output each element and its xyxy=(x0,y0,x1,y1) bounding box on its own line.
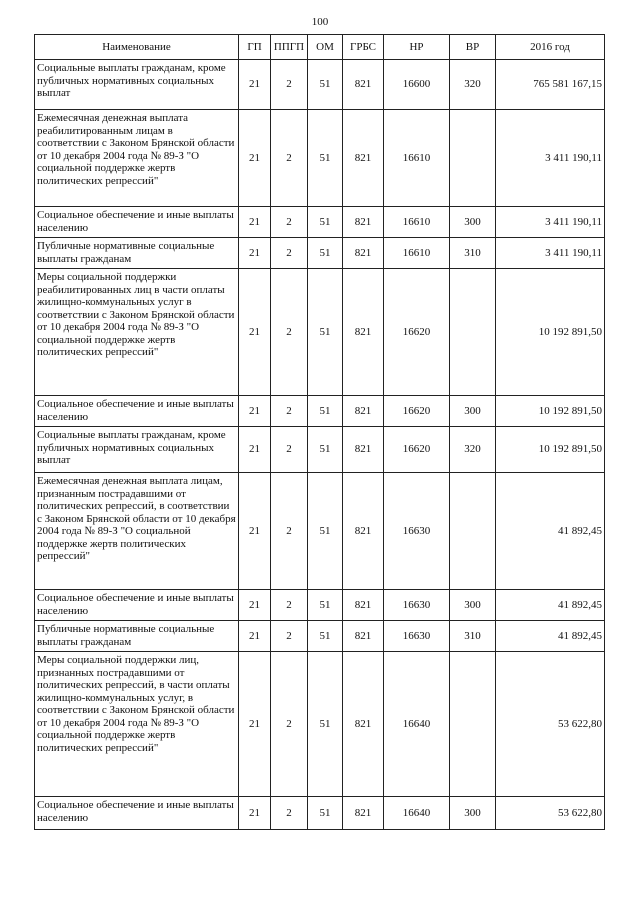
budget-table xyxy=(34,34,605,830)
row-amount-cell: 765 581 167,15 xyxy=(496,60,605,110)
row-amount-cell: 10 192 891,50 xyxy=(496,269,605,396)
row-vr-cell xyxy=(450,473,496,590)
row-vr-cell: 300 xyxy=(450,590,496,621)
table-row xyxy=(35,207,605,238)
row-name-cell: Публичные нормативные социальные выплаты гражданам xyxy=(35,621,239,652)
row-grbs-cell: 821 xyxy=(343,269,384,396)
row-vr-cell: 310 xyxy=(450,621,496,652)
table-body xyxy=(35,60,605,830)
header-row xyxy=(35,35,605,60)
row-name-cell: Социальное обеспечение и иные выплаты населению xyxy=(35,207,239,238)
row-gp-cell: 21 xyxy=(239,60,271,110)
row-amount-cell: 41 892,45 xyxy=(496,473,605,590)
table-row xyxy=(35,621,605,652)
header-vr: ВР xyxy=(450,35,496,60)
row-grbs-cell: 821 xyxy=(343,110,384,207)
row-ppgp-cell: 2 xyxy=(271,269,308,396)
row-om-cell: 51 xyxy=(308,207,343,238)
row-ppgp-cell: 2 xyxy=(271,110,308,207)
row-gp-cell: 21 xyxy=(239,110,271,207)
table-header xyxy=(35,35,605,60)
table-row xyxy=(35,652,605,797)
row-om-cell: 51 xyxy=(308,238,343,269)
row-amount-cell: 3 411 190,11 xyxy=(496,207,605,238)
row-amount-cell: 3 411 190,11 xyxy=(496,110,605,207)
row-grbs-cell: 821 xyxy=(343,60,384,110)
row-vr-cell: 300 xyxy=(450,797,496,830)
row-vr-cell xyxy=(450,652,496,797)
row-gp-cell: 21 xyxy=(239,427,271,473)
table-row xyxy=(35,427,605,473)
row-ppgp-cell: 2 xyxy=(271,207,308,238)
row-name-cell: Публичные нормативные социальные выплаты гражданам xyxy=(35,238,239,269)
row-gp-cell: 21 xyxy=(239,207,271,238)
row-grbs-cell: 821 xyxy=(343,797,384,830)
row-om-cell: 51 xyxy=(308,621,343,652)
row-grbs-cell: 821 xyxy=(343,652,384,797)
table-row xyxy=(35,60,605,110)
row-nr-cell: 16620 xyxy=(384,269,450,396)
row-vr-cell: 300 xyxy=(450,396,496,427)
row-name-cell: Ежемесячная денежная выплата лицам, признанным пострадавшими от политических репрессий, в соответствии с Законом Брянской области от 10 декабря 2004 года № 89-З "О социальной поддержке жертв политических репрессий" xyxy=(35,473,239,590)
row-name-cell: Социальные выплаты гражданам, кроме публичных нормативных социальных выплат xyxy=(35,427,239,473)
row-gp-cell: 21 xyxy=(239,238,271,269)
row-grbs-cell: 821 xyxy=(343,621,384,652)
row-amount-cell: 3 411 190,11 xyxy=(496,238,605,269)
row-vr-cell: 310 xyxy=(450,238,496,269)
row-name-cell: Меры социальной поддержки лиц, признанных пострадавшими от политических репрессий, в части оплаты жилищно-коммунальных услуг, в соответствии с Законом Брянской области от 10 декабря 2004 года № 89-З "О социальной поддержке жертв политических репрессий" xyxy=(35,652,239,797)
row-nr-cell: 16630 xyxy=(384,590,450,621)
row-amount-cell: 10 192 891,50 xyxy=(496,396,605,427)
row-om-cell: 51 xyxy=(308,797,343,830)
row-om-cell: 51 xyxy=(308,269,343,396)
row-ppgp-cell: 2 xyxy=(271,797,308,830)
row-nr-cell: 16630 xyxy=(384,621,450,652)
row-om-cell: 51 xyxy=(308,652,343,797)
row-ppgp-cell: 2 xyxy=(271,621,308,652)
row-nr-cell: 16610 xyxy=(384,238,450,269)
row-om-cell: 51 xyxy=(308,110,343,207)
row-name-cell: Социальное обеспечение и иные выплаты населению xyxy=(35,590,239,621)
row-gp-cell: 21 xyxy=(239,621,271,652)
row-vr-cell xyxy=(450,110,496,207)
row-amount-cell: 41 892,45 xyxy=(496,621,605,652)
row-amount-cell: 41 892,45 xyxy=(496,590,605,621)
table-row xyxy=(35,797,605,830)
row-grbs-cell: 821 xyxy=(343,473,384,590)
row-gp-cell: 21 xyxy=(239,473,271,590)
row-om-cell: 51 xyxy=(308,60,343,110)
row-grbs-cell: 821 xyxy=(343,396,384,427)
row-om-cell: 51 xyxy=(308,473,343,590)
row-om-cell: 51 xyxy=(308,396,343,427)
row-gp-cell: 21 xyxy=(239,269,271,396)
row-nr-cell: 16620 xyxy=(384,396,450,427)
table-row xyxy=(35,590,605,621)
row-amount-cell: 53 622,80 xyxy=(496,797,605,830)
table-row xyxy=(35,269,605,396)
table-row xyxy=(35,396,605,427)
table-row xyxy=(35,473,605,590)
header-ppgp: ППГП xyxy=(271,35,308,60)
row-nr-cell: 16640 xyxy=(384,797,450,830)
row-gp-cell: 21 xyxy=(239,797,271,830)
row-ppgp-cell: 2 xyxy=(271,590,308,621)
row-amount-cell: 10 192 891,50 xyxy=(496,427,605,473)
row-vr-cell: 320 xyxy=(450,60,496,110)
row-ppgp-cell: 2 xyxy=(271,427,308,473)
row-vr-cell: 320 xyxy=(450,427,496,473)
row-gp-cell: 21 xyxy=(239,652,271,797)
row-name-cell: Социальные выплаты гражданам, кроме публичных нормативных социальных выплат xyxy=(35,60,239,110)
row-nr-cell: 16620 xyxy=(384,427,450,473)
row-gp-cell: 21 xyxy=(239,396,271,427)
row-nr-cell: 16630 xyxy=(384,473,450,590)
header-year: 2016 год xyxy=(496,35,605,60)
row-om-cell: 51 xyxy=(308,427,343,473)
header-om: ОМ xyxy=(308,35,343,60)
row-ppgp-cell: 2 xyxy=(271,473,308,590)
row-grbs-cell: 821 xyxy=(343,427,384,473)
row-ppgp-cell: 2 xyxy=(271,652,308,797)
row-name-cell: Меры социальной поддержки реабилитированных лиц в части оплаты жилищно-коммунальных услуг в соответствии с Законом Брянской области от 10 декабря 2004 года № 89-З "О социальной поддержке жертв политических репрессий" xyxy=(35,269,239,396)
row-name-cell: Социальное обеспечение и иные выплаты населению xyxy=(35,797,239,830)
header-grbs: ГРБС xyxy=(343,35,384,60)
row-amount-cell: 53 622,80 xyxy=(496,652,605,797)
row-name-cell: Социальное обеспечение и иные выплаты населению xyxy=(35,396,239,427)
row-vr-cell xyxy=(450,269,496,396)
row-nr-cell: 16600 xyxy=(384,60,450,110)
row-grbs-cell: 821 xyxy=(343,238,384,269)
header-gp: ГП xyxy=(239,35,271,60)
row-ppgp-cell: 2 xyxy=(271,60,308,110)
row-vr-cell: 300 xyxy=(450,207,496,238)
header-nr: НР xyxy=(384,35,450,60)
row-ppgp-cell: 2 xyxy=(271,238,308,269)
header-name: Наименование xyxy=(35,35,239,60)
table-row xyxy=(35,238,605,269)
row-nr-cell: 16640 xyxy=(384,652,450,797)
row-grbs-cell: 821 xyxy=(343,207,384,238)
row-gp-cell: 21 xyxy=(239,590,271,621)
row-nr-cell: 16610 xyxy=(384,207,450,238)
table-row xyxy=(35,110,605,207)
row-nr-cell: 16610 xyxy=(384,110,450,207)
row-om-cell: 51 xyxy=(308,590,343,621)
row-name-cell: Ежемесячная денежная выплата реабилитированным лицам в соответствии с Законом Брянской области от 10 декабря 2004 года № 89-З "О социальной поддержке жертв политических репрессий" xyxy=(35,110,239,207)
row-ppgp-cell: 2 xyxy=(271,396,308,427)
row-grbs-cell: 821 xyxy=(343,590,384,621)
page-number: 100 xyxy=(311,16,329,28)
